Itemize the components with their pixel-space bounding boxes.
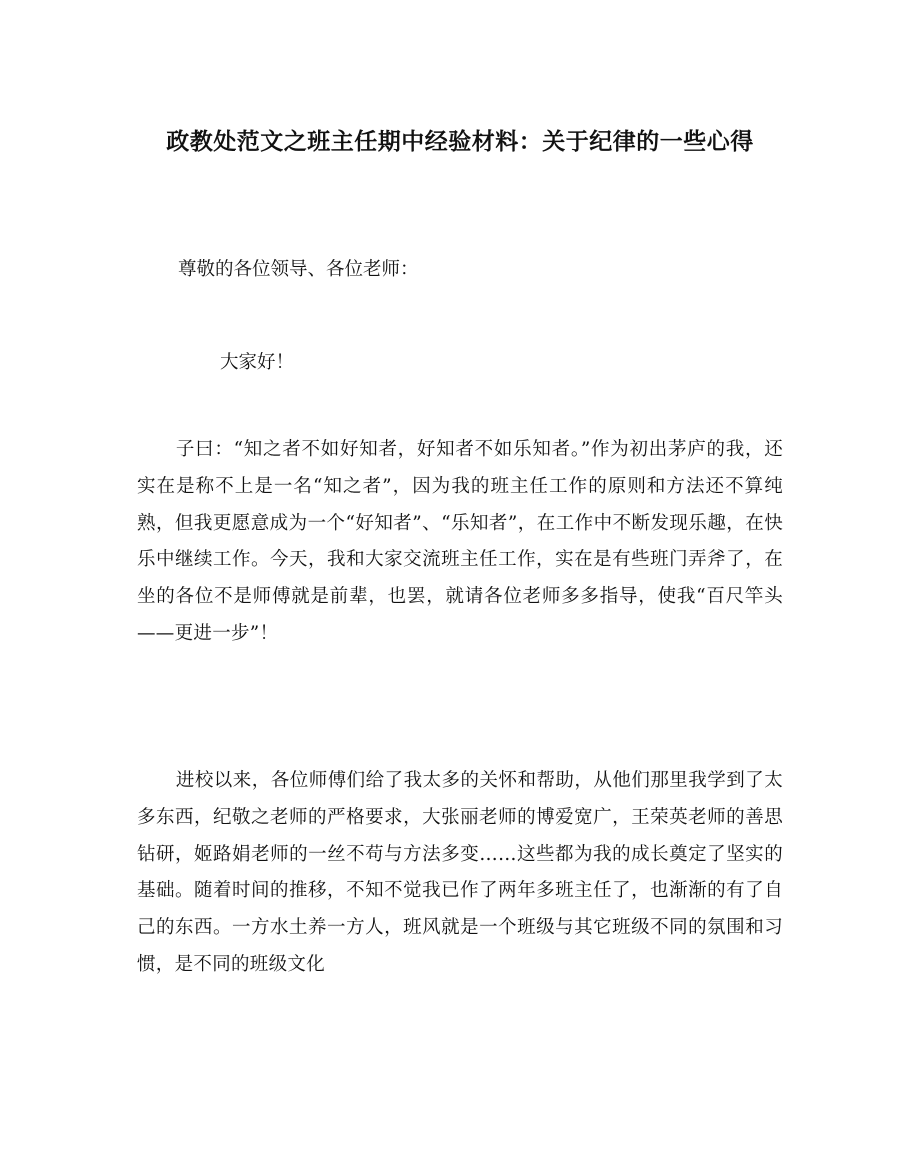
body-paragraph: 进校以来，各位师傅们给了我太多的关怀和帮助，从他们那里我学到了太多东西，纪敬之老师的严格要求，大张丽老师的博爱宽广，王荣英老师的善思钻研，姬路娟老师的一丝不苟与方法多变……这些都为我的成长奠定了坚实的基础。随着时间的推移，不知不觉我已作了两年多班主任了，也渐渐的有了自己的东西。一方水土养一方人，班风就是一个班级与其它班级不同的氛围和习惯，是不同的班级文化 [137, 770, 783, 975]
document-title: 政教处范文之班主任期中经验材料：关于纪律的一些心得 [166, 128, 754, 155]
salutation: 尊敬的各位领导、各位老师： [178, 259, 419, 280]
greeting: 大家好！ [220, 352, 295, 373]
body-paragraph: 子曰：“知之者不如好知者，好知者不如乐知者。”作为初出茅庐的我，还实在是称不上是一名“知之者”，因为我的班主任工作的原则和方法还不算纯熟，但我更愿意成为一个“好知者”、“乐知者”，在工作中不断发现乐趣，在快乐中继续工作。今天，我和大家交流班主任工作，实在是有些班门弄斧了，在坐的各位不是师傅就是前辈，也罢，就请各位老师多多指导，使我“百尺竿头——更进一步”！ [137, 439, 783, 644]
